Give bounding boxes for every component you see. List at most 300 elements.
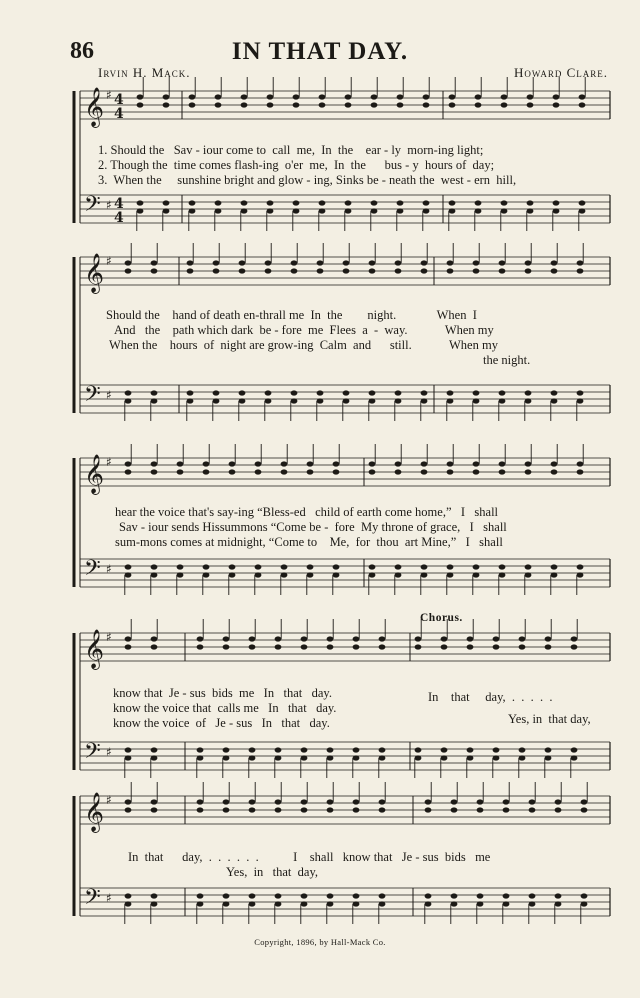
notehead: [499, 390, 506, 395]
notehead: [327, 644, 334, 649]
notehead: [345, 102, 352, 107]
notehead: [395, 572, 402, 577]
notehead: [379, 901, 386, 906]
notehead: [473, 461, 480, 466]
notehead: [151, 461, 158, 466]
notehead: [317, 260, 324, 265]
notehead: [223, 807, 230, 812]
notehead: [255, 572, 262, 577]
notehead: [301, 893, 308, 898]
notehead: [125, 390, 132, 395]
notehead: [249, 636, 256, 641]
notehead: [125, 644, 132, 649]
notehead: [291, 390, 298, 395]
notehead: [293, 94, 300, 99]
notehead: [449, 94, 456, 99]
notehead: [177, 461, 184, 466]
notehead: [475, 208, 482, 213]
notehead: [577, 572, 584, 577]
treble-clef-icon: 𝄞: [84, 629, 105, 669]
notehead: [519, 636, 526, 641]
notehead: [551, 572, 558, 577]
system4-verse2: know the voice that calls me In that day.: [113, 701, 337, 715]
notehead: [249, 644, 256, 649]
notehead: [467, 755, 474, 760]
notehead: [545, 636, 552, 641]
system1-verse1: 1. Should the Sav - iour come to call me, In the ear - ly morn-ing light;: [98, 143, 484, 157]
notehead: [499, 572, 506, 577]
notehead: [421, 260, 428, 265]
notehead: [151, 799, 158, 804]
notehead: [275, 755, 282, 760]
system1-verse3: 3. When the sunshine bright and glow - ing, Sinks be - neath the west - ern hill,: [98, 173, 517, 187]
notehead: [151, 572, 158, 577]
notehead: [281, 469, 288, 474]
notehead: [275, 644, 282, 649]
sharp-icon: ♯: [106, 388, 112, 402]
notehead: [553, 94, 560, 99]
notehead: [239, 268, 246, 273]
notehead: [249, 755, 256, 760]
notehead: [571, 755, 578, 760]
notehead: [301, 747, 308, 752]
notehead: [477, 807, 484, 812]
notehead: [397, 208, 404, 213]
notehead: [441, 747, 448, 752]
time-signature: 4: [114, 92, 124, 108]
notehead: [215, 208, 222, 213]
notehead: [249, 799, 256, 804]
notehead: [449, 102, 456, 107]
notehead: [369, 398, 376, 403]
notehead: [187, 260, 194, 265]
notehead: [577, 461, 584, 466]
notehead: [189, 102, 196, 107]
notehead: [307, 564, 314, 569]
notehead: [571, 747, 578, 752]
notehead: [197, 893, 204, 898]
notehead: [215, 102, 222, 107]
notehead: [501, 200, 508, 205]
notehead: [151, 469, 158, 474]
notehead: [203, 564, 210, 569]
notes: [125, 77, 588, 924]
notehead: [447, 390, 454, 395]
system5-lyric-a: In that day, . . . . . . I shall know that Je - sus bids me: [128, 850, 491, 864]
notehead: [493, 747, 500, 752]
notehead: [475, 94, 482, 99]
notehead: [527, 94, 534, 99]
notehead: [187, 398, 194, 403]
notehead: [223, 799, 230, 804]
notehead: [447, 268, 454, 273]
notehead: [343, 390, 350, 395]
notehead: [189, 208, 196, 213]
notehead: [353, 636, 360, 641]
notehead: [425, 893, 432, 898]
notehead: [525, 260, 532, 265]
notehead: [473, 268, 480, 273]
notehead: [551, 390, 558, 395]
notehead: [529, 901, 536, 906]
notehead: [301, 807, 308, 812]
notehead: [319, 208, 326, 213]
notehead: [579, 102, 586, 107]
notehead: [151, 268, 158, 273]
notehead: [579, 200, 586, 205]
notehead: [275, 747, 282, 752]
notehead: [151, 893, 158, 898]
notehead: [345, 94, 352, 99]
notehead: [137, 102, 144, 107]
notehead: [327, 799, 334, 804]
notehead: [579, 208, 586, 213]
notehead: [551, 398, 558, 403]
notehead: [241, 94, 248, 99]
notehead: [577, 564, 584, 569]
notehead: [577, 260, 584, 265]
treble-clef-icon: 𝄞: [84, 792, 105, 832]
notehead: [379, 893, 386, 898]
notehead: [379, 799, 386, 804]
notehead: [425, 901, 432, 906]
notehead: [503, 901, 510, 906]
notehead: [369, 461, 376, 466]
notehead: [371, 94, 378, 99]
notehead: [215, 94, 222, 99]
notehead: [525, 469, 532, 474]
notehead: [353, 807, 360, 812]
notehead: [421, 469, 428, 474]
notehead: [379, 755, 386, 760]
notehead: [473, 398, 480, 403]
system2-verse1: Should the hand of death en-thrall me In the night. When I: [106, 308, 477, 322]
notehead: [151, 644, 158, 649]
notehead: [301, 755, 308, 760]
notehead: [241, 208, 248, 213]
notehead: [319, 94, 326, 99]
notehead: [307, 572, 314, 577]
notehead: [151, 390, 158, 395]
notehead: [223, 755, 230, 760]
notehead: [493, 644, 500, 649]
notehead: [527, 200, 534, 205]
notehead: [163, 208, 170, 213]
notehead: [353, 755, 360, 760]
system4-verse3: know the voice of Je - sus In that day.: [113, 716, 330, 730]
notehead: [369, 390, 376, 395]
notehead: [293, 102, 300, 107]
notehead: [275, 893, 282, 898]
bass-clef-icon: 𝄢: [84, 192, 101, 222]
notehead: [249, 901, 256, 906]
notehead: [125, 893, 132, 898]
notehead: [423, 102, 430, 107]
notehead: [423, 200, 430, 205]
notehead: [187, 268, 194, 273]
notehead: [249, 893, 256, 898]
notehead: [353, 644, 360, 649]
notehead: [425, 799, 432, 804]
notehead: [327, 747, 334, 752]
notehead: [421, 461, 428, 466]
notehead: [353, 799, 360, 804]
notehead: [473, 260, 480, 265]
notehead: [379, 747, 386, 752]
notehead: [415, 755, 422, 760]
time-signature: 4: [114, 196, 124, 212]
notehead: [423, 208, 430, 213]
notehead: [501, 208, 508, 213]
notehead: [577, 390, 584, 395]
notehead: [581, 893, 588, 898]
notehead: [137, 208, 144, 213]
copyright-notice: Copyright, 1896, by Hall-Mack Co.: [254, 937, 386, 947]
system4-verse1: know that Je - sus bids me In that day.: [113, 686, 332, 700]
system2-verse3: When the hours of night are grow-ing Calm and still. When my: [109, 338, 498, 352]
notehead: [229, 564, 236, 569]
sharp-icon: ♯: [106, 88, 112, 102]
time-signature: 4: [114, 210, 124, 226]
notehead: [555, 807, 562, 812]
page-number: 86: [70, 38, 94, 64]
notehead: [267, 200, 274, 205]
notehead: [223, 747, 230, 752]
notehead: [197, 901, 204, 906]
notehead: [493, 636, 500, 641]
notehead: [307, 461, 314, 466]
notehead: [163, 94, 170, 99]
notehead: [451, 807, 458, 812]
notehead: [301, 644, 308, 649]
notehead: [137, 94, 144, 99]
notehead: [395, 469, 402, 474]
notehead: [525, 564, 532, 569]
notehead: [293, 208, 300, 213]
notehead: [555, 893, 562, 898]
treble-clef-icon: 𝄞: [84, 87, 105, 127]
notehead: [447, 564, 454, 569]
notehead: [503, 799, 510, 804]
notehead: [275, 636, 282, 641]
notehead: [163, 200, 170, 205]
notehead: [477, 901, 484, 906]
system5-lyric-b: Yes, in that day,: [226, 865, 319, 879]
notehead: [291, 398, 298, 403]
notehead: [137, 200, 144, 205]
notehead: [421, 572, 428, 577]
notehead: [177, 564, 184, 569]
notehead: [229, 572, 236, 577]
notehead: [189, 200, 196, 205]
notehead: [353, 747, 360, 752]
notehead: [151, 755, 158, 760]
notehead: [327, 807, 334, 812]
notehead: [187, 390, 194, 395]
notehead: [249, 807, 256, 812]
notehead: [317, 268, 324, 273]
notehead: [493, 755, 500, 760]
notehead: [249, 747, 256, 752]
notehead: [421, 390, 428, 395]
notehead: [415, 747, 422, 752]
notehead: [397, 94, 404, 99]
notehead: [327, 893, 334, 898]
notehead: [333, 461, 340, 466]
notehead: [577, 469, 584, 474]
chorus-label: Chorus.: [420, 612, 463, 624]
notehead: [467, 747, 474, 752]
notehead: [503, 807, 510, 812]
notehead: [441, 644, 448, 649]
notehead: [333, 469, 340, 474]
notehead: [395, 461, 402, 466]
notehead: [395, 268, 402, 273]
notehead: [477, 799, 484, 804]
notehead: [467, 636, 474, 641]
sharp-icon: ♯: [106, 745, 112, 759]
notehead: [267, 208, 274, 213]
notehead: [441, 755, 448, 760]
notehead: [319, 200, 326, 205]
notehead: [581, 901, 588, 906]
notehead: [415, 636, 422, 641]
notehead: [317, 398, 324, 403]
notehead: [177, 572, 184, 577]
notehead: [371, 208, 378, 213]
notehead: [265, 398, 272, 403]
time-signature: 4: [114, 106, 124, 122]
notehead: [545, 747, 552, 752]
notehead: [255, 564, 262, 569]
notehead: [529, 893, 536, 898]
notehead: [333, 564, 340, 569]
notehead: [577, 268, 584, 273]
notehead: [519, 644, 526, 649]
notehead: [425, 807, 432, 812]
notehead: [379, 636, 386, 641]
notehead: [125, 461, 132, 466]
notehead: [371, 200, 378, 205]
notehead: [473, 572, 480, 577]
notehead: [421, 268, 428, 273]
notehead: [475, 102, 482, 107]
notehead: [265, 260, 272, 265]
notehead: [527, 208, 534, 213]
notehead: [397, 200, 404, 205]
sharp-icon: ♯: [106, 630, 112, 644]
notehead: [241, 102, 248, 107]
notehead: [255, 461, 262, 466]
treble-clef-icon: 𝄞: [84, 454, 105, 494]
notehead: [525, 461, 532, 466]
notehead: [223, 636, 230, 641]
notehead: [177, 469, 184, 474]
notehead: [265, 268, 272, 273]
notehead: [125, 572, 132, 577]
notehead: [151, 807, 158, 812]
notehead: [291, 268, 298, 273]
notehead: [255, 469, 262, 474]
notehead: [527, 102, 534, 107]
notehead: [345, 200, 352, 205]
notehead: [275, 799, 282, 804]
system4-chorus-a: In that day, . . . . .: [428, 690, 553, 704]
notehead: [307, 469, 314, 474]
notehead: [369, 572, 376, 577]
notehead: [267, 94, 274, 99]
bass-clef-icon: 𝄢: [84, 885, 101, 915]
composer-credit: Howard Clare.: [513, 65, 608, 80]
notehead: [343, 268, 350, 273]
notehead: [241, 200, 248, 205]
system2-extra: the night.: [483, 353, 531, 367]
sharp-icon: ♯: [106, 254, 112, 268]
notehead: [441, 636, 448, 641]
notehead: [499, 398, 506, 403]
notehead: [545, 644, 552, 649]
notehead: [319, 102, 326, 107]
system2-verse2: And the path which dark be - fore me Flees a - way. When my: [114, 323, 494, 337]
notehead: [125, 636, 132, 641]
notehead: [125, 268, 132, 273]
notehead: [281, 461, 288, 466]
notehead: [239, 260, 246, 265]
notehead: [333, 572, 340, 577]
notehead: [203, 572, 210, 577]
notehead: [353, 901, 360, 906]
notehead: [519, 755, 526, 760]
notehead: [125, 398, 132, 403]
notehead: [223, 644, 230, 649]
notehead: [451, 799, 458, 804]
system3-verse3: sum-mons comes at midnight, “Come to Me, for thou art Mine,” I shall: [115, 535, 503, 549]
notehead: [291, 260, 298, 265]
sharp-icon: ♯: [106, 198, 112, 212]
notehead: [395, 398, 402, 403]
notehead: [499, 268, 506, 273]
notehead: [267, 102, 274, 107]
sharp-icon: ♯: [106, 455, 112, 469]
system3-verse2: Sav - iour sends Hissummons “Come be - fore My throne of grace, I shall: [119, 520, 507, 534]
notehead: [551, 268, 558, 273]
notehead: [125, 747, 132, 752]
notehead: [473, 469, 480, 474]
notehead: [353, 893, 360, 898]
notehead: [327, 755, 334, 760]
notehead: [529, 799, 536, 804]
notehead: [213, 260, 220, 265]
hymn-title: IN THAT DAY.: [231, 38, 409, 65]
notehead: [447, 461, 454, 466]
notehead: [293, 200, 300, 205]
notehead: [551, 469, 558, 474]
notehead: [125, 469, 132, 474]
notehead: [519, 747, 526, 752]
notehead: [151, 901, 158, 906]
notehead: [197, 644, 204, 649]
notehead: [501, 94, 508, 99]
bass-clef-icon: 𝄢: [84, 556, 101, 586]
notehead: [529, 807, 536, 812]
notehead: [447, 572, 454, 577]
notehead: [499, 461, 506, 466]
notehead: [327, 901, 334, 906]
notehead: [197, 799, 204, 804]
notehead: [579, 94, 586, 99]
notehead: [151, 747, 158, 752]
notehead: [449, 208, 456, 213]
